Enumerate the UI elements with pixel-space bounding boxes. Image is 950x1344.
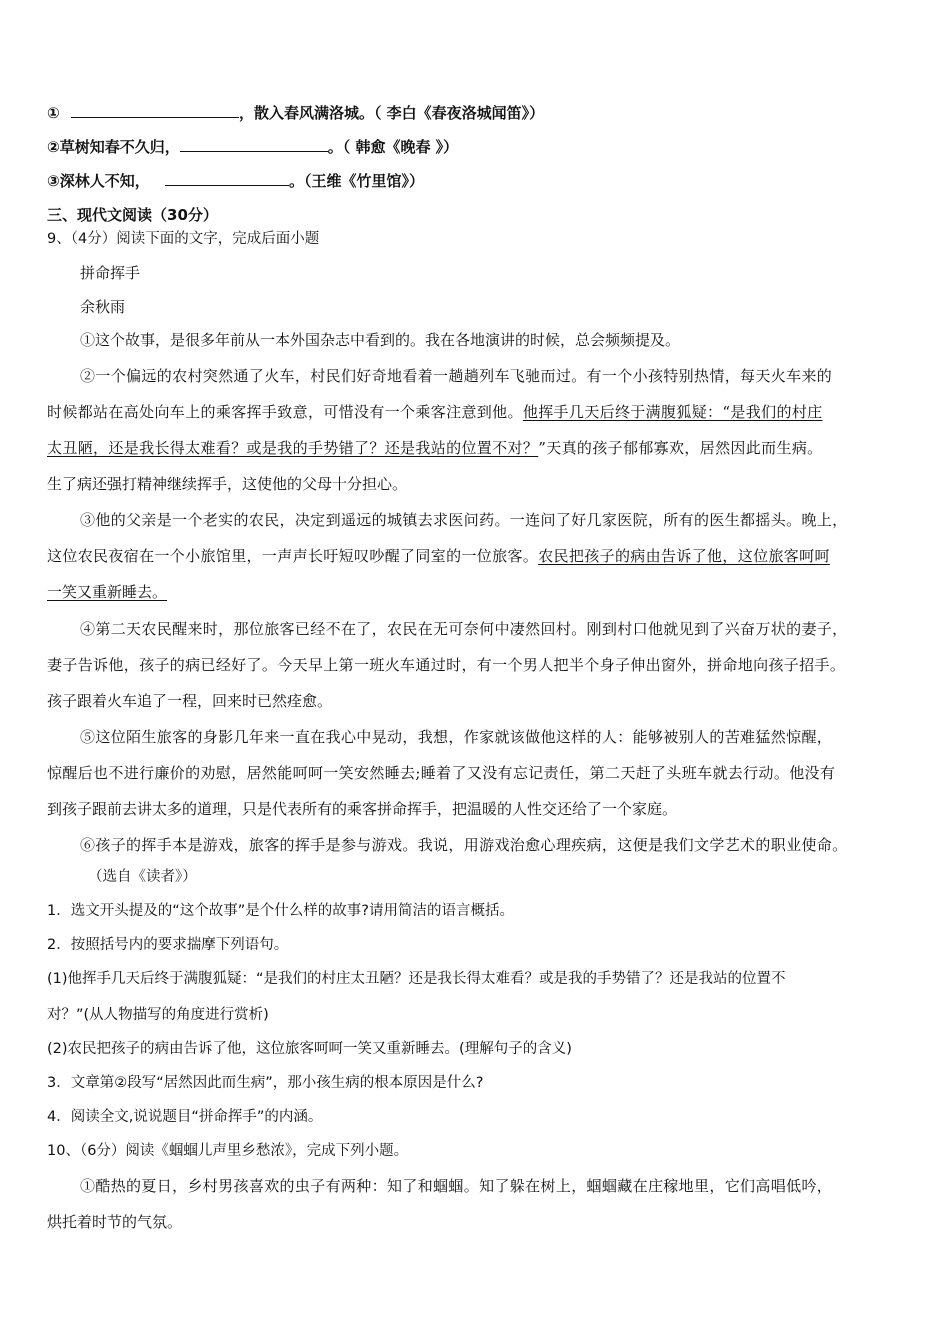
poem-text: 草树知春不久归， bbox=[59, 138, 180, 156]
paragraph-5-line-2: 惊醒后也不进行廉价的劝慰，居然能呵呵一笑安然睡去;睡着了又没有忘记责任，第二天赶了头班车就去行动。他没有 bbox=[47, 764, 836, 782]
answer-blank[interactable] bbox=[180, 137, 328, 152]
answer-blank[interactable] bbox=[71, 103, 239, 118]
sub-question-1: 1．选文开头提及的“这个故事”是个什么样的故事?请用简洁的语言概括。 bbox=[47, 903, 514, 919]
underlined-sentence: 一笑又重新睡去。 bbox=[47, 583, 168, 601]
sub-question-4: 4．阅读全文,说说题目“拼命挥手”的内涵。 bbox=[47, 1109, 323, 1125]
article-source: （选自《读者》） bbox=[88, 869, 197, 885]
paragraph-4-line-2: 妻子告诉他，孩子的病已经好了。今天早上第一班火车通过时，有一个男人把半个身子伸出窗外，拼命地向孩子招手。 bbox=[47, 656, 846, 674]
paragraph-5-line-1: ⑤这位陌生旅客的身影几年来一直在我心中晃动，我想，作家就该做他这样的人：能够被别人的苦难猛然惊醒， bbox=[80, 728, 833, 746]
paragraph-4-line-1: ④第二天农民醒来时，那位旅客已经不在了，农民在无可奈何中凄然回村。刚到村口他就见到了兴奋万状的妻子， bbox=[80, 620, 848, 638]
underlined-sentence: 他挥手几天后终于满腹狐疑：“是我们的村庄 bbox=[522, 403, 823, 421]
q10-paragraph-1-line-1: ①酷热的夏日，乡村男孩喜欢的虫子有两种：知了和蝈蝈。知了躲在树上，蝈蝈藏在庄稼地里，它们高唱低吟， bbox=[80, 1177, 833, 1195]
poem-line-2 bbox=[47, 137, 910, 157]
sub-question-2-item-1-line-2: 对？”(从人物描写的角度进行赏析) bbox=[47, 1007, 269, 1023]
paragraph-6: ⑥孩子的挥手本是游戏，旅客的挥手是参与游戏。我说，用游戏治愈心理疾病，这便是我们文学艺术的职业使命。 bbox=[80, 836, 848, 854]
paragraph-2-line-3 bbox=[47, 438, 910, 458]
poem-line-1 bbox=[47, 103, 910, 123]
article-title: 拼命挥手 bbox=[80, 264, 141, 282]
underlined-sentence: 农民把孩子的病由告诉了他，这位旅客呵呵 bbox=[538, 547, 830, 565]
sub-question-3: 3．文章第②段写“居然因此而生病”，那小孩生病的根本原因是什么? bbox=[47, 1075, 484, 1091]
paragraph-1: ①这个故事，是很多年前从一本外国杂志中看到的。我在各地演讲的时候，总会频频提及。 bbox=[80, 331, 681, 349]
poem-number: ① bbox=[47, 104, 60, 122]
paragraph-2-line-2 bbox=[47, 402, 910, 422]
section-title: 三、现代文阅读（30分） bbox=[47, 206, 218, 224]
paragraph-2-line-4: 生了病还强打精神继续挥手，这使他的父母十分担心。 bbox=[47, 475, 408, 493]
poem-number: ② bbox=[47, 138, 60, 156]
paragraph-5-line-3: 到孩子跟前去讲太多的道理，只是代表所有的乘客拼命挥手，把温暖的人性交还给了一个家庭。 bbox=[47, 800, 678, 818]
poem-number: ③ bbox=[47, 172, 60, 190]
paragraph-4-line-3: 孩子跟着火车追了一程，回来时已然痊愈。 bbox=[47, 692, 333, 710]
q10-paragraph-1-line-2: 烘托着时节的气氛。 bbox=[47, 1213, 183, 1231]
text: ”天真的孩子郁郁寡欢，居然因此而生病。 bbox=[538, 439, 823, 457]
question-9-intro: 9、（4分）阅读下面的文字，完成后面小题 bbox=[47, 231, 320, 247]
question-10-intro: 10、（6分）阅读《蝈蝈儿声里乡愁浓》，完成下列小题。 bbox=[47, 1143, 409, 1159]
paragraph-3-line-1: ③他的父亲是一个老实的农民，决定到遥远的城镇去求医问药。一连问了好几家医院，所有的医生都摇头。晚上， bbox=[80, 511, 848, 529]
poem-text: 。（王维《竹里馆》） bbox=[288, 172, 424, 190]
poem-text: 深林人不知， bbox=[59, 172, 155, 190]
poem-line-3 bbox=[47, 171, 910, 191]
sub-question-2: 2．按照括号内的要求揣摩下列语句。 bbox=[47, 937, 289, 953]
article-author: 余秋雨 bbox=[80, 298, 126, 316]
paragraph-2-line-1: ②一个偏远的农村突然通了火车，村民们好奇地看着一趟趟列车飞驰而过。有一个小孩特别热情，每天火车来的 bbox=[80, 367, 833, 385]
answer-blank[interactable] bbox=[165, 171, 289, 186]
text: 时候都站在高处向车上的乘客挥手致意，可惜没有一个乘客注意到他。 bbox=[47, 403, 523, 421]
underlined-sentence: 太丑陋，还是我长得太难看？或是我的手势错了？还是我站的位置不对？ bbox=[47, 439, 539, 457]
paragraph-3-line-2 bbox=[47, 546, 910, 566]
paragraph-3-line-3 bbox=[47, 582, 910, 602]
poem-text: ，散入春风满洛城。（ 李白《春夜洛城闻笛》） bbox=[238, 104, 545, 122]
sub-question-2-item-2: (2)农民把孩子的病由告诉了他，这位旅客呵呵一笑又重新睡去。(理解句子的含义) bbox=[47, 1041, 572, 1057]
sub-question-2-item-1-line-1: (1)他挥手几天后终于满腹狐疑：“是我们的村庄太丑陋？还是我长得太难看？或是我的手势错了？还是我站的位置不 bbox=[47, 971, 786, 987]
text: 这位农民夜宿在一个小旅馆里，一声声长吁短叹吵醒了同室的一位旅客。 bbox=[47, 547, 539, 565]
poem-text: 。（ 韩愈《晚春 》） bbox=[327, 138, 459, 156]
